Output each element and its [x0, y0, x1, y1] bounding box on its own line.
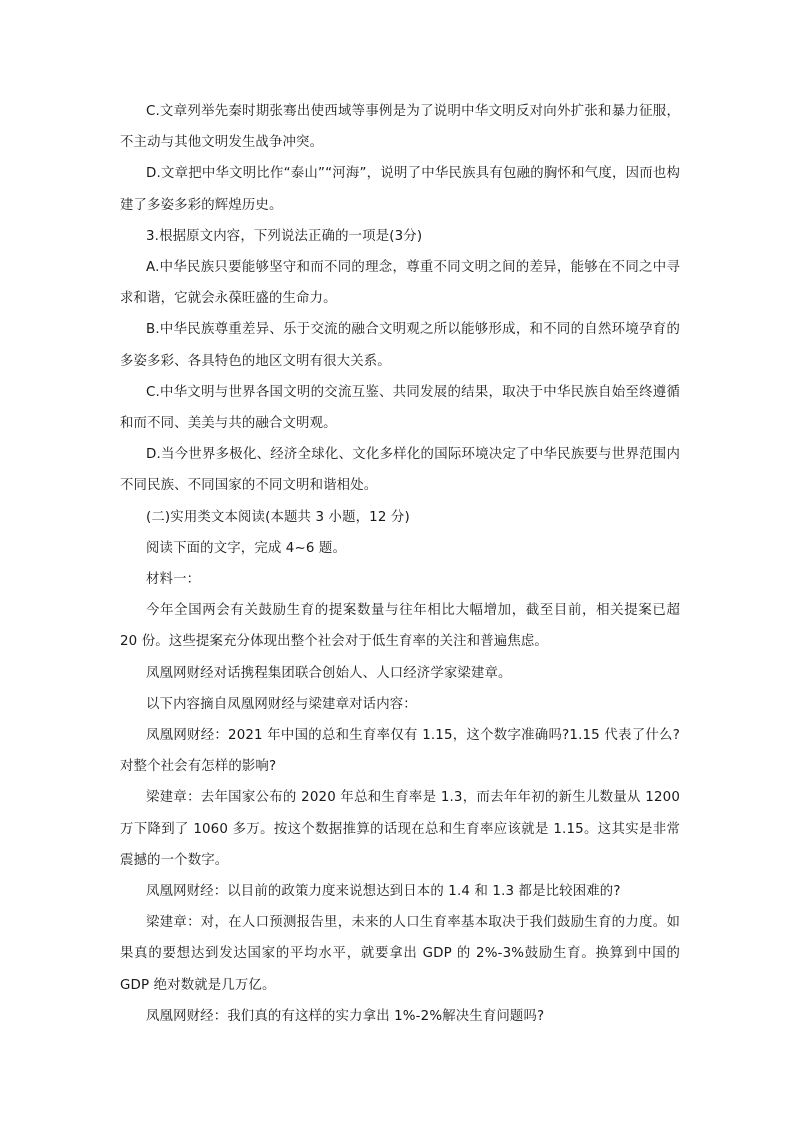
section-title: (二)实用类文本阅读(本题共 3 小题，12 分): [146, 509, 410, 525]
interview-question-3: 凤凰网财经：我们真的有这样的实力拿出 1%-2%解决生育问题吗?: [146, 1008, 545, 1024]
interview-question-1: 凤凰网财经：2021 年中国的总和生育率仅有 1.15，这个数字准确吗?1.15 代表了什么?对整个社会有怎样的影响?: [120, 728, 680, 775]
instruction: 阅读下面的文字，完成 4~6 题。: [146, 540, 347, 556]
option-2d: D.文章把中华文明比作“泰山”“河海”，说明了中华民族具有包融的胸怀和气度，因而也构建了多姿多彩的辉煌历史。: [120, 166, 680, 213]
document-body: [120, 96, 680, 1032]
interview-question-2: 凤凰网财经：以目前的政策力度来说想达到日本的 1.4 和 1.3 都是比较困难的?: [146, 884, 621, 900]
option-3c: C.中华文明与世界各国文明的交流互鉴、共同发展的结果，取决于中华民族自始至终遵循和而不同、美美与共的融合文明观。: [120, 384, 680, 432]
option-3d: D.当今世界多极化、经济全球化、文化多样化的国际环境决定了中华民族要与世界范围内不同民族、不同国家的不同文明和谐相处。: [120, 447, 680, 494]
material-1-label: 材料一：: [146, 572, 201, 588]
interview-answer-2: 梁建章：对，在人口预测报告里，未来的人口生育率基本取决于我们鼓励生育的力度。如果真的要想达到发达国家的平均水平，就要拿出 GDP 的 2%-3%鼓励生育。换算到中国的 GDP 绝对数就是几万亿。: [120, 915, 680, 993]
option-2c: C.文章列举先秦时期张骞出使西域等事例是为了说明中华文明反对向外扩张和暴力征服，不主动与其他文明发生战争冲突。: [120, 104, 680, 151]
interview-answer-1: 梁建章：去年国家公布的 2020 年总和生育率是 1.3，而去年年初的新生儿数量从 1200 万下降到了 1060 多万。按这个数据推算的话现在总和生育率应该就是 1.15。这其实是非常震撼的一个数字。: [120, 790, 680, 868]
material-1-intro: 今年全国两会有关鼓励生育的提案数量与往年相比大幅增加，截至目前，相关提案已超 20 份。这些提案充分体现出整个社会对于低生育率的关注和普遍焦虑。: [120, 603, 680, 650]
option-3a: A.中华民族只要能够坚守和而不同的理念，尊重不同文明之间的差异，能够在不同之中寻求和谐，它就会永葆旺盛的生命力。: [120, 260, 680, 307]
dialogue-intro-2: 以下内容摘自凤凰网财经与梁建章对话内容：: [146, 696, 417, 712]
dialogue-intro-1: 凤凰网财经对话携程集团联合创始人、人口经济学家梁建章。: [146, 665, 512, 681]
question-3: 3.根据原文内容，下列说法正确的一项是(3分): [146, 228, 423, 244]
option-3b: B.中华民族尊重差异、乐于交流的融合文明观之所以能够形成，和不同的自然环境孕育的多姿多彩、各具特色的地区文明有很大关系。: [120, 322, 680, 369]
